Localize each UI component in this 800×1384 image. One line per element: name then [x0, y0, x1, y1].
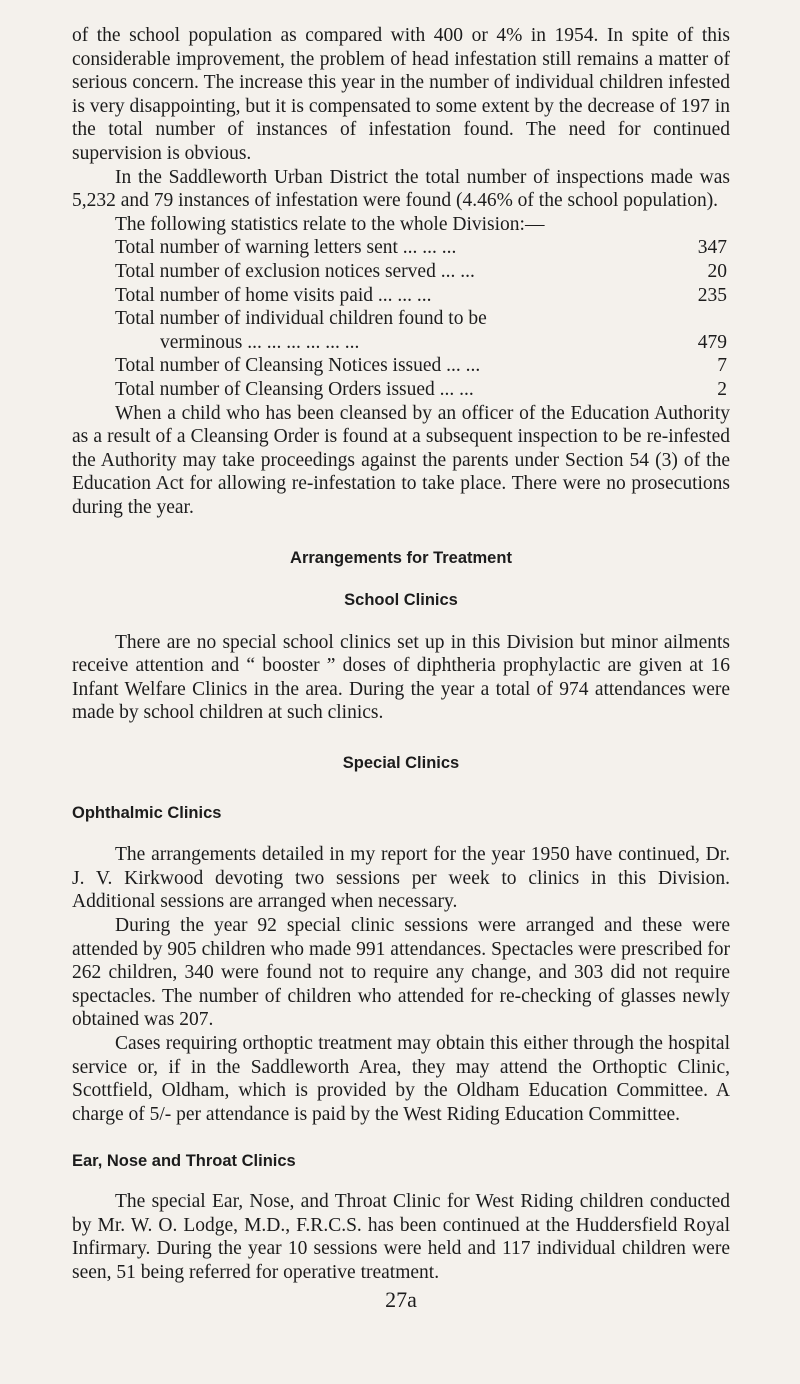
- stat-value: 20: [707, 260, 727, 282]
- statistics-list: [115, 236, 727, 401]
- stat-row: [115, 354, 727, 378]
- stat-label: Total number of Cleansing Notices issued ... ...: [115, 355, 481, 377]
- stat-row: [115, 378, 727, 402]
- stat-label: Total number of home visits paid ... ... ...: [115, 284, 432, 306]
- stat-value: [679, 307, 727, 331]
- intro-paragraph-1: of the school population as compared with 400 or 4% in 1954. In spite of this considerable improvement, the problem of head infestation still remains a matter of serious concern. The increase this year in the number of individual children infested is very disappointing, but it is compensated to some extent by the decrease of 197 in the total number of instances of infestation found. The need for continued supervision is obvious.: [72, 25, 730, 164]
- school-clinics-heading: School Clinics: [344, 591, 458, 610]
- stat-label: Total number of exclusion notices served ... ...: [115, 260, 475, 282]
- stat-label: Total number of Cleansing Orders issued ... ...: [115, 378, 474, 400]
- stat-row: [115, 236, 727, 260]
- stat-row: [115, 260, 727, 284]
- school-clinics-paragraph: There are no special school clinics set up in this Division but minor ailments receive attention and “ booster ” doses of diphtheria prophylactic are given at 16 Infant Welfare Clinics in the area. During the year a total of 974 attendances were made by school children at such clinics.: [72, 631, 730, 724]
- special-clinics-heading: Special Clinics: [342, 754, 460, 773]
- stat-label: Total number of warning letters sent ... ... ...: [115, 237, 457, 259]
- stat-row: [115, 331, 727, 355]
- intro-paragraph-2: In the Saddleworth Urban District the total number of inspections made was 5,232 and 79 instances of infestation were found (4.46% of the school population).: [72, 166, 730, 212]
- ophthalmic-paragraph-3: Cases requiring orthoptic treatment may obtain this either through the hospital service or, if in the Saddleworth Area, they may attend the Orthoptic Clinic, Scottfield, Oldham, which is provided by the Oldham Education Committee. A charge of 5/- per attendance is paid by the West Riding Education Committee.: [72, 1032, 730, 1125]
- stat-value: 7: [717, 355, 727, 377]
- intro-paragraph-3: The following statistics relate to the whole Division:—: [115, 213, 545, 235]
- stat-label: Total number of individual children found to be: [115, 308, 487, 330]
- stat-value: 347: [697, 237, 727, 259]
- stat-value: 235: [697, 284, 727, 306]
- reinfestation-paragraph: When a child who has been cleansed by an officer of the Education Authority as a result of a Cleansing Order is found at a subsequent inspection to be re-infested the Authority may take proceedings against the parents under Section 54 (3) of the Education Act for allowing re-infestation to take place. There were no prosecutions during the year.: [72, 402, 730, 518]
- stat-row: [115, 284, 727, 308]
- stat-value: 2: [717, 378, 727, 400]
- page-number: 27a: [385, 1287, 417, 1313]
- ophthalmic-clinics-heading: Ophthalmic Clinics: [72, 803, 222, 822]
- ent-clinics-heading: Ear, Nose and Throat Clinics: [72, 1152, 296, 1171]
- stat-label: verminous ... ... ... ... ... ...: [160, 331, 360, 353]
- ophthalmic-paragraph-2: During the year 92 special clinic sessions were arranged and these were attended by 905 children who made 991 attendances. Spectacles were prescribed for 262 children, 340 were found not to require any change, and 303 did not require spectacles. The number of children who attended for re-checking of glasses newly obtained was 207.: [72, 915, 730, 1031]
- arrangements-heading: Arrangements for Treatment: [290, 549, 512, 568]
- stat-value: 479: [697, 331, 727, 353]
- stat-row: [115, 307, 727, 331]
- ent-paragraph: The special Ear, Nose, and Throat Clinic for West Riding children conducted by Mr. W. O. Lodge, M.D., F.R.C.S. has been continued at the Huddersfield Royal Infirmary. During the year 10 sessions were held and 117 individual children were seen, 51 being referred for operative treatment.: [72, 1190, 730, 1283]
- ophthalmic-paragraph-1: The arrangements detailed in my report for the year 1950 have continued, Dr. J. V. Kirkwood devoting two sessions per week to clinics in this Division. Additional sessions are arranged when necessary.: [72, 844, 730, 913]
